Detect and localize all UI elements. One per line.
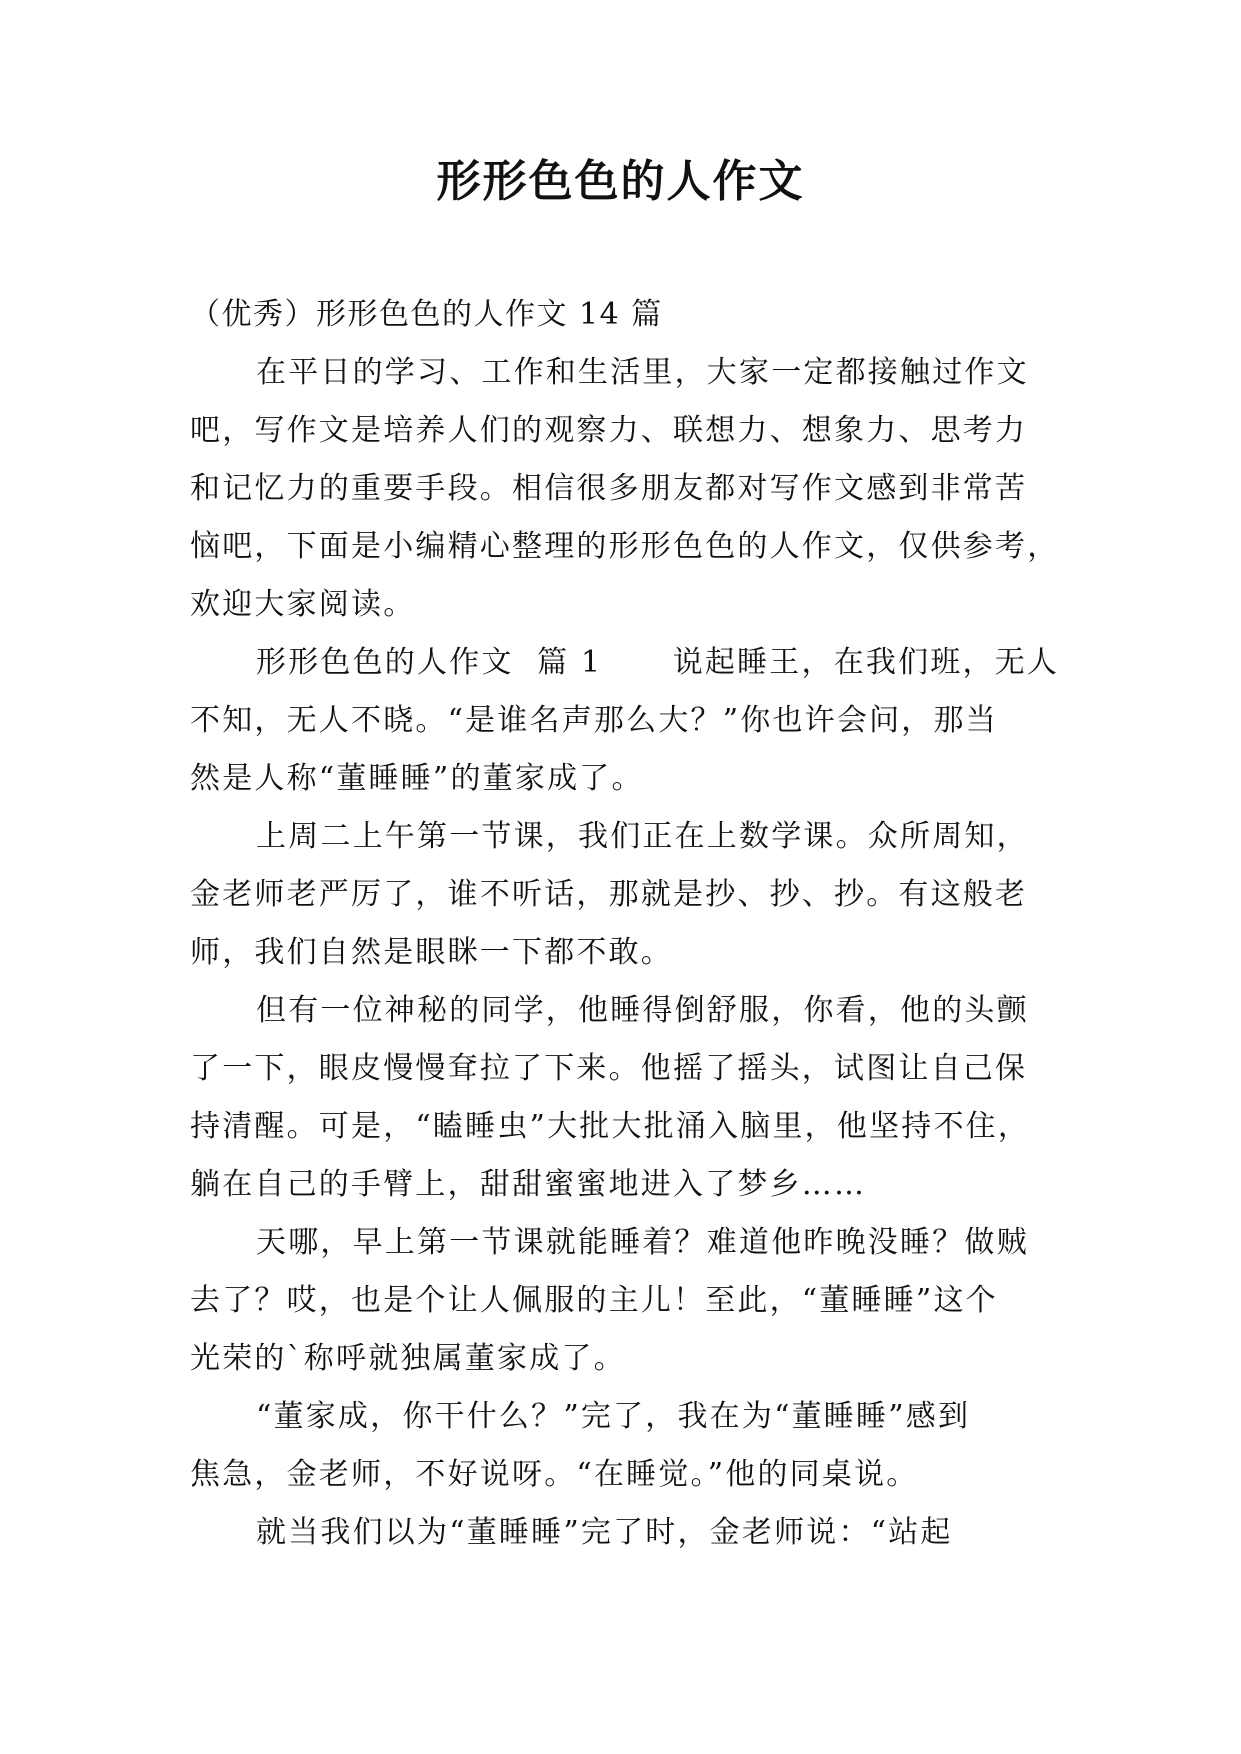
paragraph-line: 天哪，早上第一节课就能睡着？难道他昨晚没睡？做贼 <box>256 1225 1029 1260</box>
paragraph-line: 然是人称“董睡睡”的董家成了。 <box>190 761 644 796</box>
paragraph-line: 持清醒。可是，“瞌睡虫”大批大批涌入脑里，他坚持不住， <box>190 1109 1031 1144</box>
paragraph-line: 光荣的`称呼就独属董家成了。 <box>190 1341 626 1376</box>
paragraph-line: 了一下，眼皮慢慢耷拉了下来。他摇了摇头，试图让自己保 <box>190 1051 1028 1086</box>
paragraph-line: 上周二上午第一节课，我们正在上数学课。众所周知， <box>256 819 1029 854</box>
paragraph-line: 金老师老严厉了，谁不听话，那就是抄、抄、抄。有这般老 <box>190 877 1028 912</box>
paragraph-line: 焦急，金老师，不好说呀。“在睡觉。”他的同桌说。 <box>190 1457 919 1492</box>
paragraph-line: 吧，写作文是培养人们的观察力、联想力、想象力、思考力 <box>190 413 1028 448</box>
subtitle-line: （优秀）形形色色的人作文 14 篇 <box>190 297 663 332</box>
paragraph-line: 但有一位神秘的同学，他睡得倒舒服，你看，他的头颤 <box>256 993 1029 1028</box>
paragraph-line: 在平日的学习、工作和生活里，大家一定都接触过作文 <box>256 355 1029 390</box>
document-body <box>190 286 1060 1562</box>
paragraph-line: 欢迎大家阅读。 <box>190 587 416 622</box>
paragraph-line: 和记忆力的重要手段。相信很多朋友都对写作文感到非常苦 <box>190 471 1028 506</box>
paragraph-line: 不知，无人不晓。“是谁名声那么大？”你也许会问，那当 <box>190 703 998 738</box>
paragraph-line: 形形色色的人作文 篇 1 说起睡王，在我们班，无人 <box>256 645 1060 680</box>
document-title: 形形色色的人作文 <box>436 156 805 207</box>
paragraph-line: 就当我们以为“董睡睡”完了时，金老师说：“站起 <box>256 1515 953 1550</box>
paragraph-line: “董家成，你干什么？”完了，我在为“董睡睡”感到 <box>256 1399 971 1434</box>
paragraph-line: 去了？哎，也是个让人佩服的主儿！至此，“董睡睡”这个 <box>190 1283 998 1318</box>
paragraph-line: 师，我们自然是眼眯一下都不敢。 <box>190 935 673 970</box>
paragraph-line: 恼吧，下面是小编精心整理的形形色色的人作文，仅供参考， <box>190 529 1060 564</box>
paragraph-line: 躺在自己的手臂上，甜甜蜜蜜地进入了梦乡…… <box>190 1167 867 1202</box>
